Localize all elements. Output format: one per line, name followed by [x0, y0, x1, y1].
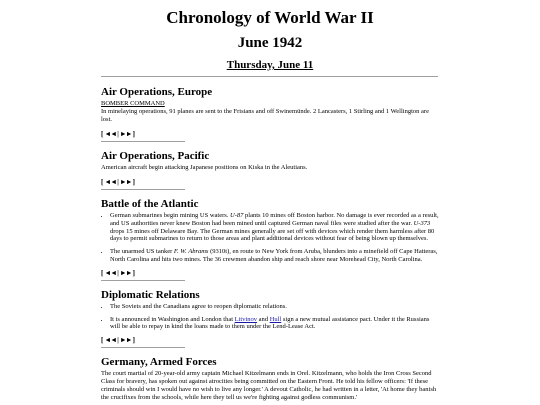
back-icon[interactable]: ◄◄	[104, 178, 117, 186]
section-air-operations-europe	[101, 86, 441, 142]
nav-close-bracket: ]	[132, 268, 135, 277]
section-divider	[101, 280, 185, 281]
section-subtitle: BOMBER COMMAND	[101, 100, 165, 107]
page-month: June 1942	[237, 35, 303, 51]
forward-icon[interactable]: ►►	[119, 336, 132, 345]
nav-open-bracket: [	[101, 130, 104, 138]
item-text: and	[257, 315, 270, 323]
back-icon[interactable]: ◄◄	[104, 268, 117, 277]
section-nav	[101, 178, 441, 187]
section-text: The court martial of 20-year-old army captain Michael Kitzelmann ends in Orel. Kitzelmann, who holds the Iron Cross Second Class for bravery, has spoken out against atrocities being committed on the Eastern Front. He told his fellow officers: 'If these criminals should win I would have no wish to live any longer.' A devout Catholic, he had written in a letter, 'At home they banish the crucifixes from the schools, while here they tell us we're fighting against godless communism.'	[101, 370, 437, 402]
back-icon[interactable]: ◄◄	[104, 130, 117, 138]
back-icon[interactable]: ◄◄	[104, 336, 117, 345]
item-text: drops 15 mines off Delaware Bay. The German mines generally are set off with devices which render them harmless after 80 days to permit submarines to return to those areas and plant additional devices without fear of being blown up themselves.	[110, 227, 435, 243]
list-item: • The Soviets and the Canadians agree to reopen diplomatic relations.	[110, 303, 441, 311]
nav-open-bracket: [	[101, 336, 104, 345]
item-text: sign a new mutual assistance pact. Under it the Russians will be able to repay in kind the loans made to them under the Lend-Lease Act.	[110, 315, 430, 331]
nav-close-bracket: ]	[132, 130, 135, 138]
nav-close-bracket: ]	[132, 336, 135, 345]
section-nav	[101, 269, 441, 278]
item-text: plants 10 mines off Boston harbor. No damage is ever recorded as a result, and US authorities never knew Boston had been mined until captured German naval files were studied after the war.	[110, 212, 439, 227]
section-list	[101, 212, 441, 264]
section-germany-armed-forces	[101, 356, 441, 402]
content	[101, 86, 441, 402]
ship-name: U-87	[230, 212, 244, 219]
ship-name: U-373	[413, 219, 431, 227]
forward-icon[interactable]: ►►	[119, 268, 132, 277]
section-title: Diplomatic Relations	[101, 288, 200, 301]
nav-close-bracket: ]	[132, 178, 135, 186]
nav-open-bracket: [	[101, 268, 104, 277]
section-title: Battle of the Atlantic	[101, 198, 199, 210]
list-item	[110, 212, 441, 243]
nav-separator: |	[117, 268, 119, 277]
section-text: American aircraft begin attacking Japanese positions on Kiska in the Aleutians.	[101, 164, 308, 171]
link-hull[interactable]: Hull	[269, 315, 282, 323]
section-divider	[101, 347, 185, 348]
section-divider	[101, 189, 185, 190]
section-list	[101, 303, 441, 331]
section-divider	[101, 141, 185, 142]
nav-separator: |	[117, 130, 119, 138]
section-title: Air Operations, Pacific	[101, 150, 210, 162]
section-air-operations-pacific	[101, 150, 441, 190]
nav-separator: |	[117, 336, 119, 345]
page-title: Chronology of World War II	[166, 8, 374, 27]
forward-icon[interactable]: ►►	[119, 178, 132, 186]
list-item	[110, 316, 441, 332]
link-litvinov[interactable]: Litvinov	[234, 315, 258, 323]
page-day: Thursday, June 11	[226, 59, 314, 71]
item-text: It is announced in Washington and London that	[110, 315, 235, 323]
section-nav	[101, 336, 441, 345]
section-title: Germany, Armed Forces	[101, 356, 217, 369]
section-title: Air Operations, Europe	[101, 86, 213, 98]
section-battle-of-the-atlantic	[101, 198, 441, 281]
item-text: (9310t), en route to New York from Aruba, blunders into a minefield off Cape Hatteras, North Carolina and hits two mines. The 36 crewmen abandon ship and reach shore near Morehead City, North Carolina.	[110, 248, 438, 263]
title-divider	[101, 76, 438, 77]
nav-open-bracket: [	[101, 178, 104, 186]
forward-icon[interactable]: ►►	[119, 130, 132, 138]
list-item	[110, 248, 441, 264]
section-nav	[101, 130, 441, 139]
section-text: In minelaying operations, 91 planes are sent to the Frisians and off Swinemünde. 2 Lancasters, 1 Stirling and 1 Wellington are lost.	[101, 108, 429, 123]
section-diplomatic-relations	[101, 289, 441, 348]
item-text: The unarmed US tanker	[110, 248, 174, 256]
nav-separator: |	[117, 178, 119, 186]
ship-name: F. W. Abrams	[173, 248, 209, 256]
item-text: German submarines begin mining US waters.	[110, 212, 231, 219]
